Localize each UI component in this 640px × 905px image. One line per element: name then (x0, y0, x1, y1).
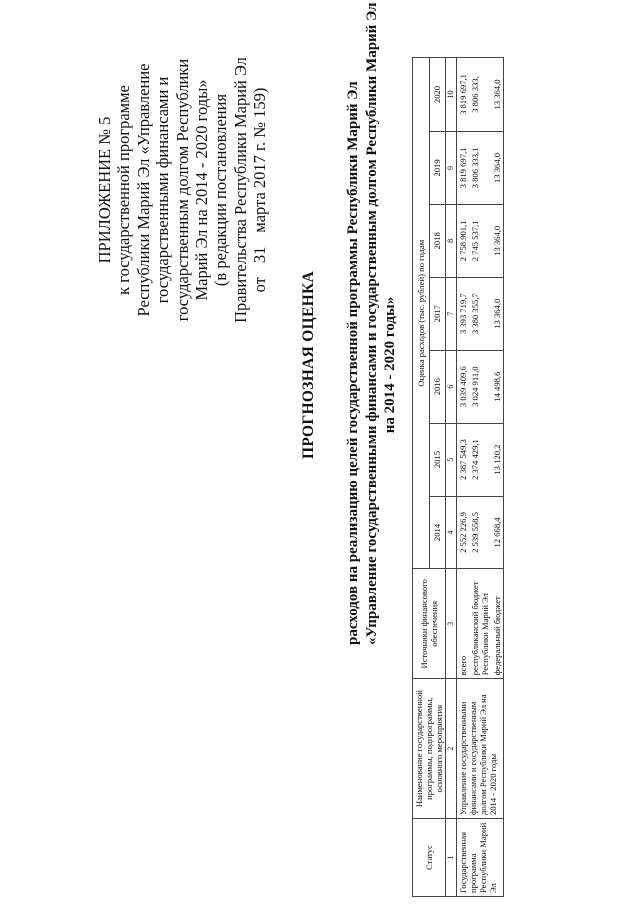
column-number: 5 (446, 423, 457, 496)
table-row (457, 58, 470, 897)
value-cell: 3 039 409,6 (457, 350, 470, 423)
value-cell: 2 374 429,1 (469, 423, 491, 496)
expense-estimate-table (412, 57, 504, 897)
appendix-line: государственным долгом Республики (172, 58, 192, 322)
value-cell: 2 387 549,3 (457, 423, 470, 496)
source-cell: федеральный бюджет (491, 569, 504, 679)
document-subtitle (344, 2, 400, 645)
header-year: 2018 (429, 204, 446, 277)
appendix-block (95, 30, 270, 350)
value-cell: 3 380 355,7 (469, 277, 491, 350)
header-year: 2015 (429, 423, 446, 496)
column-number: 9 (446, 131, 457, 204)
document-title: ПРОГНОЗНАЯ ОЦЕНКА (300, 271, 317, 460)
header-year: 2019 (429, 131, 446, 204)
header-source: Источники финансового обеспечения (413, 569, 446, 679)
value-cell: 12 668,4 (491, 496, 504, 569)
appendix-line: Правительства Республики Марий Эл (230, 57, 250, 323)
source-cell: республиканский бюджет Республики Марий Эл (469, 569, 491, 679)
amendment-date (250, 30, 269, 350)
value-cell: 13 364,0 (491, 277, 504, 350)
column-number: 6 (446, 350, 457, 423)
amend-from: от (250, 277, 270, 293)
value-cell: 14 498,6 (491, 350, 504, 423)
value-cell: 13 120,2 (491, 423, 504, 496)
value-cell: 3 819 697,1 (457, 58, 470, 132)
value-cell: 13 364,0 (491, 131, 504, 204)
value-cell: 13 364,0 (491, 58, 504, 132)
value-cell: 3 819 697,1 (457, 131, 470, 204)
appendix-line: (в редакции постановления (211, 93, 231, 287)
subtitle-line: «Управление государственными финансами и государственным долгом Республики Марий Эл (363, 2, 380, 645)
value-cell: 3 024 911,0 (469, 350, 491, 423)
header-estimate: Оценка расходов (тыс. рублей) по годам (413, 58, 430, 569)
appendix-line: ПРИЛОЖЕНИЕ № 5 (95, 116, 114, 264)
column-number: 2 (446, 679, 457, 819)
appendix-line: государственными финансами и (153, 76, 173, 304)
value-cell: 2 745 537,1 (469, 204, 491, 277)
header-year: 2020 (429, 58, 446, 132)
header-name: Наименование государственной программы, подпрограммы, основного мероприятия (413, 679, 446, 819)
subtitle-line: на 2014 - 2020 годы» (382, 296, 398, 434)
value-cell: 2 539 558,5 (469, 496, 491, 569)
column-number: 3 (446, 569, 457, 679)
column-number: 8 (446, 204, 457, 277)
header-year: 2017 (429, 277, 446, 350)
status-cell: Государственная программа Республики Марий Эл (457, 819, 504, 897)
header-year: 2016 (429, 350, 446, 423)
column-number: 7 (446, 277, 457, 350)
value-cell: 2 552 226,9 (457, 496, 470, 569)
header-status: Статус (413, 819, 446, 897)
column-number: 1 (446, 819, 457, 897)
value-cell: 13 364,0 (491, 204, 504, 277)
subtitle-line: расходов на реализацию целей государственной программы Республики Марий Эл (345, 81, 361, 645)
document-heading (300, 2, 400, 645)
value-cell: 2 758 901,1 (457, 204, 470, 277)
value-cell: 3 393 719,7 (457, 277, 470, 350)
source-cell: всего (457, 569, 470, 679)
value-cell: 3 806 333,1 (469, 131, 491, 204)
program-name-cell: Управление государственными финансами и государственным долгом Республики Марий Эл на 2014 - 2020 годы (457, 679, 504, 819)
appendix-line: Марий Эл на 2014 - 2020 годы» (192, 79, 212, 301)
amend-day: 31 (250, 246, 270, 264)
header-year: 2014 (429, 496, 446, 569)
appendix-line: к государственной программе (114, 85, 134, 295)
column-number: 4 (446, 496, 457, 569)
column-number: 10 (446, 58, 457, 132)
value-cell: 3 806 333, (469, 58, 491, 132)
amend-rest: марта 2017 г. № 159) (250, 87, 270, 233)
appendix-line: Республики Марий Эл «Управление (133, 63, 153, 317)
